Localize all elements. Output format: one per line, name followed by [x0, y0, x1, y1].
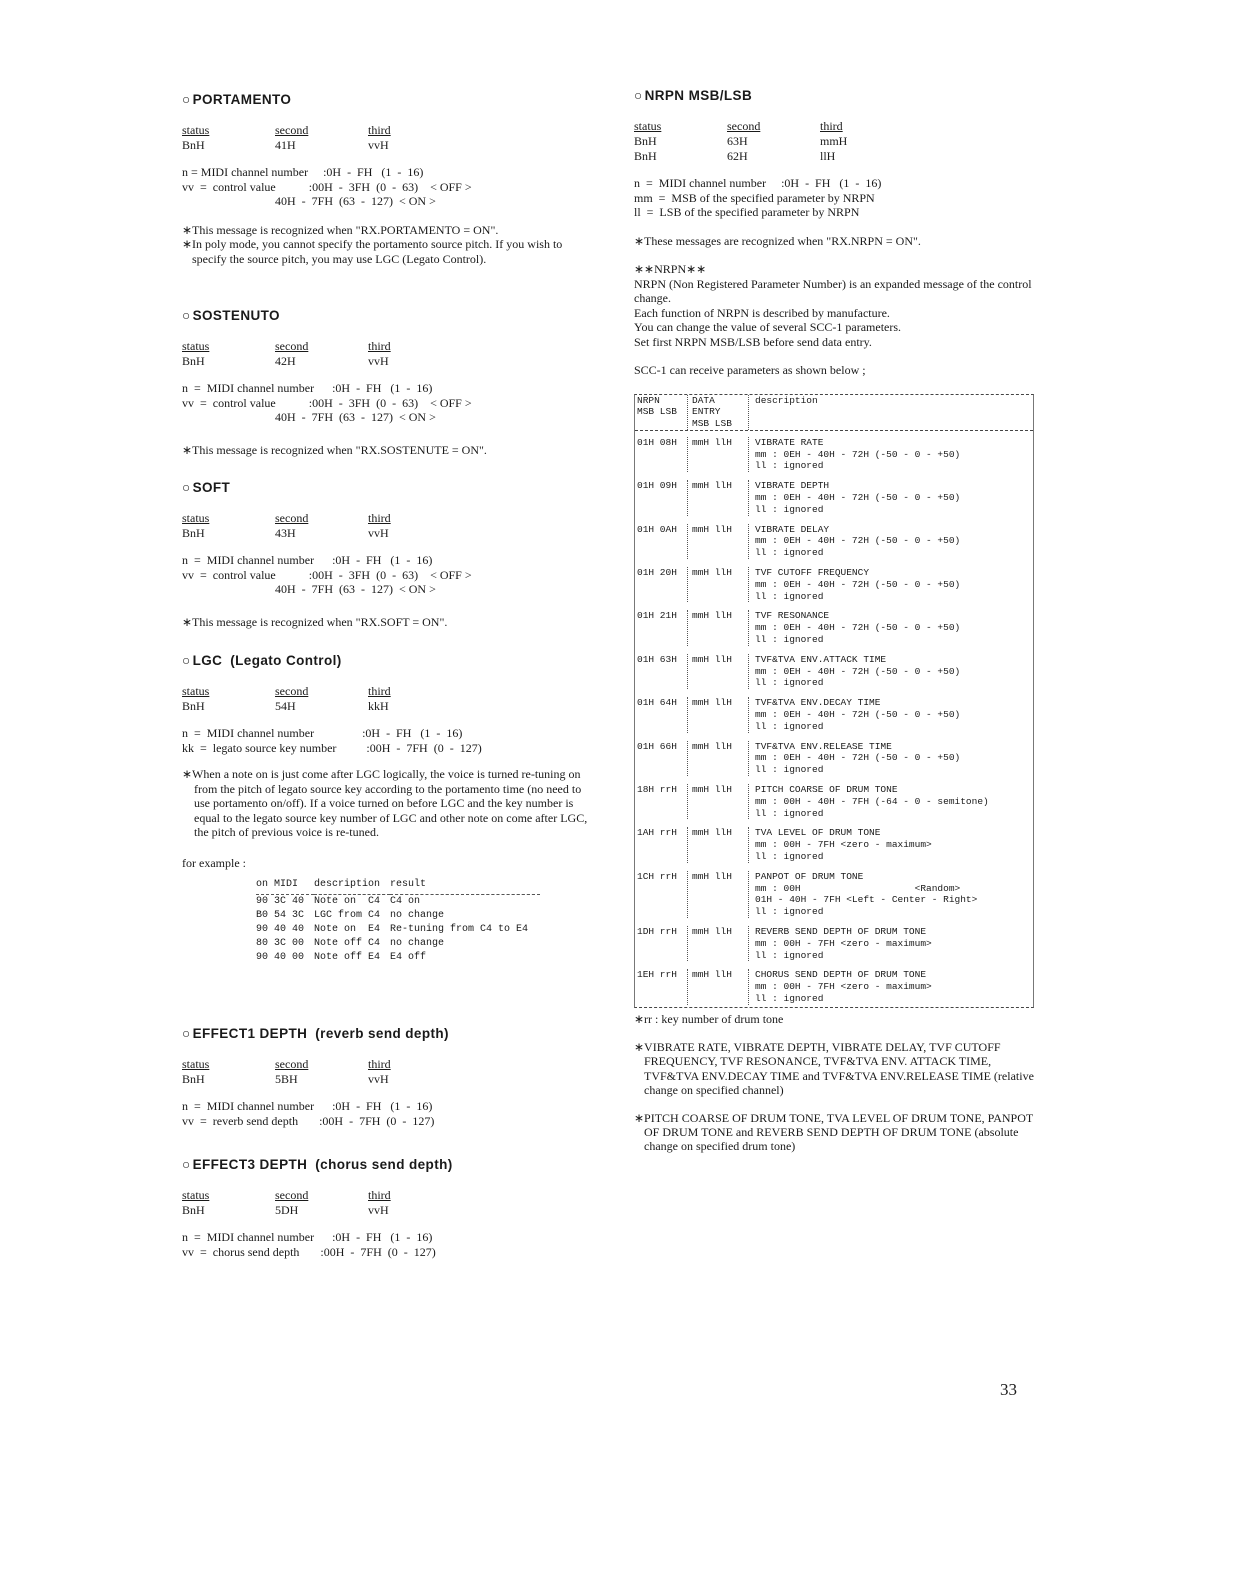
effect1-header-row: status second third	[182, 1057, 391, 1071]
page-number: 33	[1000, 1380, 1017, 1399]
parameter-detail: mm : 0EH - 40H - 72H (-50 - 0 - +50)	[755, 578, 961, 590]
data-entry-code: mmH llH	[688, 437, 749, 472]
nrpn-description	[749, 827, 1033, 862]
portamento-header-row: status second third	[182, 123, 391, 137]
nrpn-code: 01H 20H	[635, 567, 688, 602]
data-entry-code: mmH llH	[688, 969, 749, 1004]
soft-params: n = MIDI channel number :0H - FH (1 - 16) vv = control value :00H - 3FH (0 - 63) < OFF > 40H - 7FH (63 - 127) < ON >	[182, 553, 472, 596]
nrpn-table-row	[635, 920, 1033, 963]
soft-header-row: status second third	[182, 511, 391, 525]
data-entry-code: mmH llH	[688, 480, 749, 515]
nrpn-code: 01H 08H	[635, 437, 688, 472]
nrpn-header-row: status second third	[634, 119, 843, 133]
lgc-example-label: for example :	[182, 855, 246, 870]
lgc-example-header: on MIDI description result	[256, 878, 540, 895]
effect1-value-row: BnH 5BH vvH	[182, 1072, 389, 1086]
parameter-detail: ll : ignored	[755, 720, 824, 732]
parameter-detail: mm : 0EH - 40H - 72H (-50 - 0 - +50)	[755, 448, 961, 460]
lgc-section	[182, 653, 602, 965]
effect1-section	[182, 1026, 602, 1128]
lgc-note: ∗When a note on is just come after LGC logically, the voice is turned re-tuning on from the pitch of legato source key according to the portamento time (no need to use portamento on/off). If a voice turned on before LGC and the key number is equal to the legato source key number of LGC and other note on come after LGC, the pitch of previous voice is re-tuned.	[182, 767, 588, 839]
nrpn-table-row	[635, 474, 1033, 517]
nrpn-table-row	[635, 518, 1033, 561]
soft-section	[182, 480, 602, 629]
parameter-detail: ll : ignored	[755, 590, 824, 602]
parameter-detail: mm : 00H - 7FH <zero - maximum>	[755, 937, 932, 949]
parameter-name: TVF RESONANCE	[755, 610, 830, 622]
lgc-example-row: 80 3C 00 Note off C4 no change	[256, 938, 445, 949]
portamento-value-row: BnH 41H vvH	[182, 138, 389, 152]
parameter-detail: mm : 0EH - 40H - 72H (-50 - 0 - +50)	[755, 709, 961, 721]
parameter-detail: 01H - 40H - 7FH <Left - Center - Right>	[755, 894, 978, 906]
nrpn-description	[749, 480, 1033, 515]
effect3-header-row: status second third	[182, 1188, 391, 1202]
parameter-detail: mm : 0EH - 40H - 72H (-50 - 0 - +50)	[755, 752, 961, 764]
parameter-name: VIBRATE RATE	[755, 436, 824, 448]
portamento-note-1: ∗This message is recognized when "RX.PORTAMENTO = ON".	[182, 222, 499, 237]
data-entry-code: mmH llH	[688, 697, 749, 732]
nrpn-code: 1EH rrH	[635, 969, 688, 1004]
portamento-params: n = MIDI channel number :0H - FH (1 - 16) vv = control value :00H - 3FH (0 - 63) < OFF > 40H - 7FH (63 - 127) < ON >	[182, 165, 472, 208]
parameter-detail: mm : 00H - 7FH <zero - maximum>	[755, 839, 932, 851]
parameter-name: VIBRATE DEPTH	[755, 480, 830, 492]
nrpn-description	[749, 784, 1033, 819]
nrpn-code: 1AH rrH	[635, 827, 688, 862]
nrpn-description	[749, 926, 1033, 961]
parameter-detail: ll : ignored	[755, 634, 824, 646]
parameter-detail: mm : 0EH - 40H - 72H (-50 - 0 - +50)	[755, 622, 961, 634]
nrpn-table-row	[635, 604, 1033, 647]
data-entry-code: mmH llH	[688, 827, 749, 862]
nrpn-description	[749, 969, 1033, 1004]
nrpn-code: 18H rrH	[635, 784, 688, 819]
effect1-params: n = MIDI channel number :0H - FH (1 - 16) vv = reverb send depth :00H - 7FH (0 - 127)	[182, 1099, 435, 1128]
data-entry-code: mmH llH	[688, 524, 749, 559]
parameter-detail: ll : ignored	[755, 677, 824, 689]
nrpn-table-row	[635, 735, 1033, 778]
nrpn-description	[749, 437, 1033, 472]
nrpn-code: 01H 64H	[635, 697, 688, 732]
data-entry-code: mmH llH	[688, 926, 749, 961]
sostenuto-note: ∗This message is recognized when "RX.SOSTENUTE = ON".	[182, 442, 487, 457]
nrpn-table-row	[635, 648, 1033, 691]
nrpn-about-title: ∗∗NRPN∗∗	[634, 262, 707, 276]
soft-heading: ○ SOFT	[182, 480, 231, 495]
lgc-example-row: 90 3C 40 Note on C4 C4 on	[256, 896, 421, 907]
effect3-heading: ○ EFFECT3 DEPTH (chorus send depth)	[182, 1157, 453, 1172]
sostenuto-heading: ○ SOSTENUTO	[182, 308, 280, 323]
sostenuto-value-row: BnH 42H vvH	[182, 354, 389, 368]
parameter-detail: ll : ignored	[755, 992, 824, 1004]
nrpn-rr-note: ∗rr : key number of drum tone	[634, 1011, 784, 1026]
sostenuto-section	[182, 308, 602, 457]
nrpn-about-3: You can change the value of several SCC-1 parameters.	[634, 320, 902, 334]
parameter-detail: ll : ignored	[755, 949, 824, 961]
nrpn-table-row	[635, 691, 1033, 734]
lgc-example-table	[256, 878, 540, 965]
nrpn-intro: SCC-1 can receive parameters as shown below ;	[634, 363, 866, 377]
nrpn-table-row	[635, 561, 1033, 604]
effect3-params: n = MIDI channel number :0H - FH (1 - 16) vv = chorus send depth :00H - 7FH (0 - 127)	[182, 1230, 436, 1259]
parameter-name: PITCH COARSE OF DRUM TONE	[755, 784, 898, 796]
nrpn-table-row	[635, 963, 1033, 1006]
parameter-name: TVF CUTOFF FREQUENCY	[755, 567, 870, 579]
nrpn-note: ∗These messages are recognized when "RX.NRPN = ON".	[634, 233, 921, 248]
nrpn-description	[749, 871, 1033, 918]
parameter-detail: mm : 0EH - 40H - 72H (-50 - 0 - +50)	[755, 535, 961, 547]
parameter-detail: ll : ignored	[755, 851, 824, 862]
lgc-example-row: 90 40 00 Note off E4 E4 off	[256, 952, 427, 963]
data-entry-code: mmH llH	[688, 741, 749, 776]
lgc-params: n = MIDI channel number :0H - FH (1 - 16) kk = legato source key number :00H - 7FH (0 - 127)	[182, 726, 482, 755]
sostenuto-params: n = MIDI channel number :0H - FH (1 - 16) vv = control value :00H - 3FH (0 - 63) < OFF > 40H - 7FH (63 - 127) < ON >	[182, 381, 472, 424]
nrpn-code: 01H 0AH	[635, 524, 688, 559]
nrpn-table-row	[635, 865, 1033, 920]
nrpn-table-header: NRPN MSB LSB DATA ENTRY MSB LSB description	[635, 395, 1033, 431]
nrpn-code: 01H 21H	[635, 610, 688, 645]
nrpn-description	[749, 741, 1033, 776]
nrpn-table-body	[635, 431, 1033, 1007]
nrpn-table-row	[635, 431, 1033, 474]
effect1-heading: ○ EFFECT1 DEPTH (reverb send depth)	[182, 1026, 449, 1041]
lgc-header-row: status second third	[182, 684, 391, 698]
parameter-name: PANPOT OF DRUM TONE	[755, 870, 864, 882]
nrpn-about-1: NRPN (Non Registered Parameter Number) is an expanded message of the control change.	[634, 276, 1032, 305]
soft-value-row: BnH 43H vvH	[182, 526, 389, 540]
parameter-name: TVF&TVA ENV.DECAY TIME	[755, 697, 881, 709]
parameter-detail: mm : 00H - 40H - 7FH (-64 - 0 - semitone)	[755, 795, 989, 807]
parameter-name: REVERB SEND DEPTH OF DRUM TONE	[755, 925, 927, 937]
nrpn-about-2: Each function of NRPN is described by manufacture.	[634, 305, 890, 320]
data-entry-code: mmH llH	[688, 610, 749, 645]
data-entry-code: mmH llH	[688, 784, 749, 819]
parameter-name: TVF&TVA ENV.RELEASE TIME	[755, 740, 892, 752]
nrpn-description	[749, 524, 1033, 559]
lgc-example-row: 90 40 40 Note on E4 Re-tuning from C4 to E4	[256, 924, 529, 935]
parameter-detail: ll : ignored	[755, 460, 824, 472]
nrpn-bullet-absolute: ∗PITCH COARSE OF DRUM TONE, TVA LEVEL OF DRUM TONE, PANPOT OF DRUM TONE and REVERB SEND DEPTH OF DRUM TONE (absolute change on specified drum tone)	[634, 1111, 1034, 1154]
nrpn-code: 01H 63H	[635, 654, 688, 689]
effect3-value-row: BnH 5DH vvH	[182, 1203, 389, 1217]
parameter-detail: mm : 0EH - 40H - 72H (-50 - 0 - +50)	[755, 665, 961, 677]
nrpn-about-4: Set first NRPN MSB/LSB before send data entry.	[634, 334, 872, 349]
parameter-name: TVA LEVEL OF DRUM TONE	[755, 827, 881, 839]
nrpn-table-row	[635, 778, 1033, 821]
nrpn-table-row	[635, 821, 1033, 864]
nrpn-description	[749, 567, 1033, 602]
parameter-detail: mm : 00H <Random>	[755, 882, 961, 894]
effect3-section	[182, 1157, 602, 1259]
nrpn-code: 1DH rrH	[635, 926, 688, 961]
parameter-name: VIBRATE DELAY	[755, 523, 830, 535]
portamento-heading: ○ PORTAMENTO	[182, 92, 292, 107]
lgc-example-row: B0 54 3C LGC from C4 no change	[256, 910, 445, 921]
lgc-value-row: BnH 54H kkH	[182, 699, 389, 713]
data-entry-code: mmH llH	[688, 654, 749, 689]
parameter-detail: ll : ignored	[755, 547, 824, 559]
parameter-detail: ll : ignored	[755, 503, 824, 515]
portamento-note-2: ∗In poly mode, you cannot specify the portamento source pitch. If you wish to specify the source pitch, you may use LGC (Legato Control).	[182, 237, 563, 266]
nrpn-description	[749, 697, 1033, 732]
portamento-section	[182, 92, 602, 266]
nrpn-code: 1CH rrH	[635, 871, 688, 918]
data-entry-code: mmH llH	[688, 871, 749, 918]
nrpn-section	[634, 88, 1034, 1154]
nrpn-value-row: BnH 63H mmH	[634, 134, 848, 148]
sostenuto-header-row: status second third	[182, 339, 391, 353]
nrpn-value-row: BnH 62H llH	[634, 149, 836, 163]
nrpn-heading: ○ NRPN MSB/LSB	[634, 88, 753, 103]
nrpn-description	[749, 610, 1033, 645]
parameter-detail: mm : 0EH - 40H - 72H (-50 - 0 - +50)	[755, 492, 961, 504]
soft-note: ∗This message is recognized when "RX.SOFT = ON".	[182, 614, 448, 629]
parameter-detail: ll : ignored	[755, 764, 824, 776]
parameter-name: TVF&TVA ENV.ATTACK TIME	[755, 653, 887, 665]
nrpn-bullet-relative: ∗VIBRATE RATE, VIBRATE DEPTH, VIBRATE DELAY, TVF CUTOFF FREQUENCY, TVF RESONANCE, TVF&TVA ENV. ATTACK TIME, TVF&TVA ENV.DECAY TIME and TVF&TVA ENV.RELEASE TIME (relative change on specified channel)	[634, 1040, 1034, 1097]
nrpn-description	[749, 654, 1033, 689]
data-entry-code: mmH llH	[688, 567, 749, 602]
nrpn-parameter-table	[634, 394, 1034, 1008]
nrpn-code: 01H 09H	[635, 480, 688, 515]
parameter-detail: ll : ignored	[755, 807, 824, 819]
nrpn-params: n = MIDI channel number :0H - FH (1 - 16) mm = MSB of the specified parameter by NRPN ll = LSB of the specified parameter by NRPN	[634, 176, 882, 219]
nrpn-code: 01H 66H	[635, 741, 688, 776]
lgc-heading: ○ LGC (Legato Control)	[182, 653, 342, 668]
parameter-detail: mm : 00H - 7FH <zero - maximum>	[755, 981, 932, 993]
parameter-name: CHORUS SEND DEPTH OF DRUM TONE	[755, 969, 927, 981]
parameter-detail: ll : ignored	[755, 906, 824, 918]
